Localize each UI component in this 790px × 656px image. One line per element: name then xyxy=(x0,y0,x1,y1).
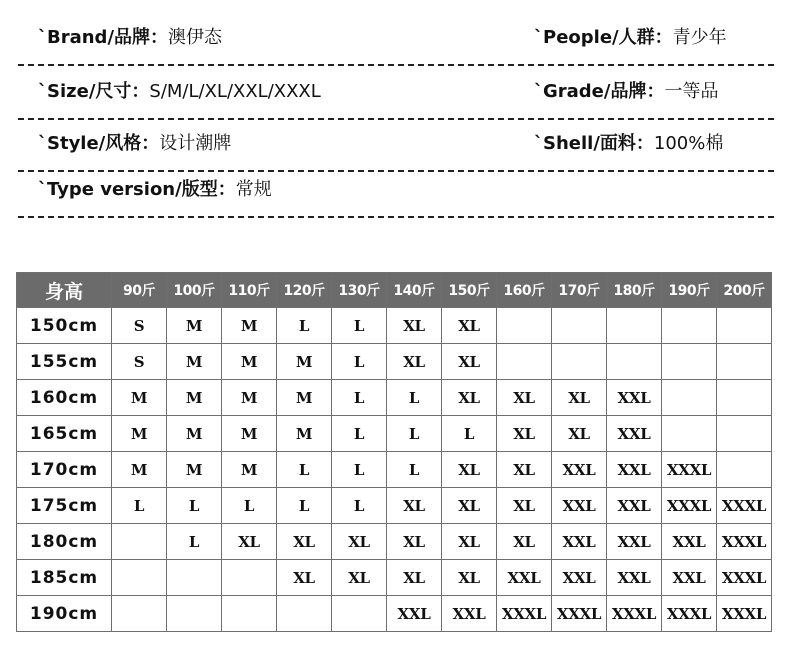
size-cell: M xyxy=(277,416,332,452)
spec-people-label: `People/人群： xyxy=(534,27,673,48)
size-cell: XL xyxy=(552,416,607,452)
weight-header: 170斤 xyxy=(552,273,607,308)
size-cell xyxy=(662,380,717,416)
size-cell: L xyxy=(332,380,387,416)
size-cell: M xyxy=(222,344,277,380)
spec-brand-value: 澳伊态 xyxy=(168,27,223,48)
size-cell: XL xyxy=(442,560,497,596)
size-cell: L xyxy=(332,344,387,380)
size-cell: L xyxy=(387,416,442,452)
size-cell: XL xyxy=(442,488,497,524)
size-cell: XL xyxy=(497,380,552,416)
size-cell: L xyxy=(442,416,497,452)
weight-header: 190斤 xyxy=(662,273,717,308)
size-cell: XL xyxy=(387,524,442,560)
size-cell: XXL xyxy=(607,380,662,416)
size-cell: L xyxy=(112,488,167,524)
size-cell: L xyxy=(387,380,442,416)
table-row xyxy=(17,380,772,416)
height-cell: 160cm xyxy=(17,380,112,416)
size-cell: S xyxy=(112,308,167,344)
size-cell: XL xyxy=(222,524,277,560)
size-cell: M xyxy=(167,416,222,452)
spec-shell xyxy=(534,132,723,156)
size-cell xyxy=(497,308,552,344)
size-cell xyxy=(167,560,222,596)
height-column-header: 身高 xyxy=(17,273,112,308)
spec-style xyxy=(38,132,231,156)
spec-row-brand-people xyxy=(18,12,774,66)
size-cell: M xyxy=(167,308,222,344)
size-cell xyxy=(717,452,772,488)
size-cell xyxy=(112,524,167,560)
size-cell xyxy=(222,560,277,596)
size-cell: XL xyxy=(387,308,442,344)
spec-shell-value: 100%棉 xyxy=(653,133,724,154)
size-cell: XXL xyxy=(442,596,497,632)
size-cell: L xyxy=(332,452,387,488)
size-cell: XXXL xyxy=(662,452,717,488)
spec-style-value: 设计潮牌 xyxy=(159,133,232,154)
size-cell xyxy=(607,308,662,344)
weight-header: 120斤 xyxy=(277,273,332,308)
size-cell: XL xyxy=(442,524,497,560)
size-cell xyxy=(717,380,772,416)
size-cell: XXL xyxy=(552,488,607,524)
table-row xyxy=(17,596,772,632)
weight-header: 200斤 xyxy=(717,273,772,308)
spec-shell-label: `Shell/面料： xyxy=(534,133,654,154)
size-cell: L xyxy=(332,308,387,344)
size-cell xyxy=(662,344,717,380)
spec-size-value: S/M/L/XL/XXL/XXXL xyxy=(149,81,321,102)
size-cell: XL xyxy=(442,308,497,344)
spec-people-value: 青少年 xyxy=(672,27,727,48)
size-cell: XL xyxy=(387,560,442,596)
size-cell: XXL xyxy=(607,416,662,452)
weight-header: 100斤 xyxy=(167,273,222,308)
size-cell: XXXL xyxy=(717,560,772,596)
spec-row-type xyxy=(18,164,774,218)
size-cell: XL xyxy=(497,524,552,560)
size-cell: L xyxy=(332,416,387,452)
size-cell: XXXL xyxy=(717,596,772,632)
spec-brand xyxy=(38,26,222,50)
size-cell: L xyxy=(167,488,222,524)
size-cell: M xyxy=(277,344,332,380)
size-cell: XXL xyxy=(497,560,552,596)
size-cell: XXXL xyxy=(662,488,717,524)
size-cell: XL xyxy=(277,560,332,596)
size-cell: L xyxy=(277,488,332,524)
size-cell: M xyxy=(222,452,277,488)
height-cell: 185cm xyxy=(17,560,112,596)
size-cell: XXL xyxy=(662,560,717,596)
size-cell xyxy=(167,596,222,632)
size-cell: XXXL xyxy=(607,596,662,632)
spec-type-label: `Type version/版型： xyxy=(38,179,236,200)
size-cell: XL xyxy=(497,416,552,452)
size-cell: XXL xyxy=(662,524,717,560)
table-row xyxy=(17,488,772,524)
size-cell: XXXL xyxy=(497,596,552,632)
size-cell: XL xyxy=(497,488,552,524)
size-cell: M xyxy=(222,308,277,344)
size-cell: L xyxy=(277,308,332,344)
size-cell: XL xyxy=(332,560,387,596)
size-cell: XL xyxy=(442,380,497,416)
size-cell: XXL xyxy=(607,524,662,560)
size-cell: XXL xyxy=(552,452,607,488)
weight-header: 160斤 xyxy=(497,273,552,308)
size-cell: XL xyxy=(552,380,607,416)
size-cell xyxy=(607,344,662,380)
size-cell: XL xyxy=(332,524,387,560)
size-cell xyxy=(552,308,607,344)
spec-people xyxy=(534,26,727,50)
size-cell: M xyxy=(167,380,222,416)
size-cell: M xyxy=(277,380,332,416)
size-cell: XXL xyxy=(552,524,607,560)
size-cell: XXL xyxy=(607,560,662,596)
spec-brand-label: `Brand/品牌： xyxy=(38,27,169,48)
size-cell xyxy=(112,560,167,596)
size-cell: M xyxy=(112,380,167,416)
size-cell: XL xyxy=(387,344,442,380)
size-cell xyxy=(717,344,772,380)
size-cell xyxy=(222,596,277,632)
spec-size xyxy=(38,80,321,104)
size-cell: XL xyxy=(497,452,552,488)
size-cell: S xyxy=(112,344,167,380)
size-cell xyxy=(717,308,772,344)
weight-header: 110斤 xyxy=(222,273,277,308)
size-cell: M xyxy=(222,380,277,416)
size-cell: XL xyxy=(442,452,497,488)
height-cell: 170cm xyxy=(17,452,112,488)
size-cell: XL xyxy=(387,488,442,524)
table-row xyxy=(17,524,772,560)
spec-row-size-grade xyxy=(18,66,774,120)
size-cell: XXL xyxy=(607,452,662,488)
size-cell: M xyxy=(112,416,167,452)
size-cell xyxy=(662,416,717,452)
spec-type xyxy=(38,178,272,202)
size-cell: M xyxy=(167,344,222,380)
weight-header: 180斤 xyxy=(607,273,662,308)
size-cell xyxy=(277,596,332,632)
size-cell: XXXL xyxy=(717,524,772,560)
size-cell: L xyxy=(277,452,332,488)
size-cell xyxy=(332,596,387,632)
size-cell xyxy=(717,416,772,452)
size-cell: L xyxy=(167,524,222,560)
height-cell: 150cm xyxy=(17,308,112,344)
size-cell: L xyxy=(387,452,442,488)
size-cell xyxy=(112,596,167,632)
height-cell: 180cm xyxy=(17,524,112,560)
size-chart-table xyxy=(16,272,772,632)
size-cell xyxy=(662,308,717,344)
size-cell: XL xyxy=(442,344,497,380)
height-cell: 190cm xyxy=(17,596,112,632)
size-chart-header-row xyxy=(17,273,772,308)
size-cell: XL xyxy=(277,524,332,560)
spec-grade xyxy=(534,80,718,104)
size-cell: XXXL xyxy=(552,596,607,632)
size-cell: L xyxy=(332,488,387,524)
table-row xyxy=(17,344,772,380)
table-row xyxy=(17,560,772,596)
height-cell: 175cm xyxy=(17,488,112,524)
spec-grade-value: 一等品 xyxy=(664,81,719,102)
size-cell: XXXL xyxy=(662,596,717,632)
height-cell: 155cm xyxy=(17,344,112,380)
spec-type-value: 常规 xyxy=(235,179,272,200)
size-cell xyxy=(552,344,607,380)
height-cell: 165cm xyxy=(17,416,112,452)
spec-style-label: `Style/风格： xyxy=(38,133,160,154)
size-cell xyxy=(497,344,552,380)
spec-size-label: `Size/尺寸： xyxy=(38,81,150,102)
table-row xyxy=(17,308,772,344)
weight-header: 150斤 xyxy=(442,273,497,308)
size-cell: XXL xyxy=(387,596,442,632)
size-chart-body xyxy=(17,308,772,632)
size-cell: L xyxy=(222,488,277,524)
table-row xyxy=(17,416,772,452)
table-row xyxy=(17,452,772,488)
size-cell: M xyxy=(222,416,277,452)
weight-header: 90斤 xyxy=(112,273,167,308)
spec-grade-label: `Grade/品牌： xyxy=(534,81,665,102)
size-cell: XXL xyxy=(607,488,662,524)
size-cell: M xyxy=(167,452,222,488)
weight-header: 140斤 xyxy=(387,273,442,308)
size-cell: XXL xyxy=(552,560,607,596)
size-cell: XXXL xyxy=(717,488,772,524)
weight-header: 130斤 xyxy=(332,273,387,308)
size-cell: M xyxy=(112,452,167,488)
